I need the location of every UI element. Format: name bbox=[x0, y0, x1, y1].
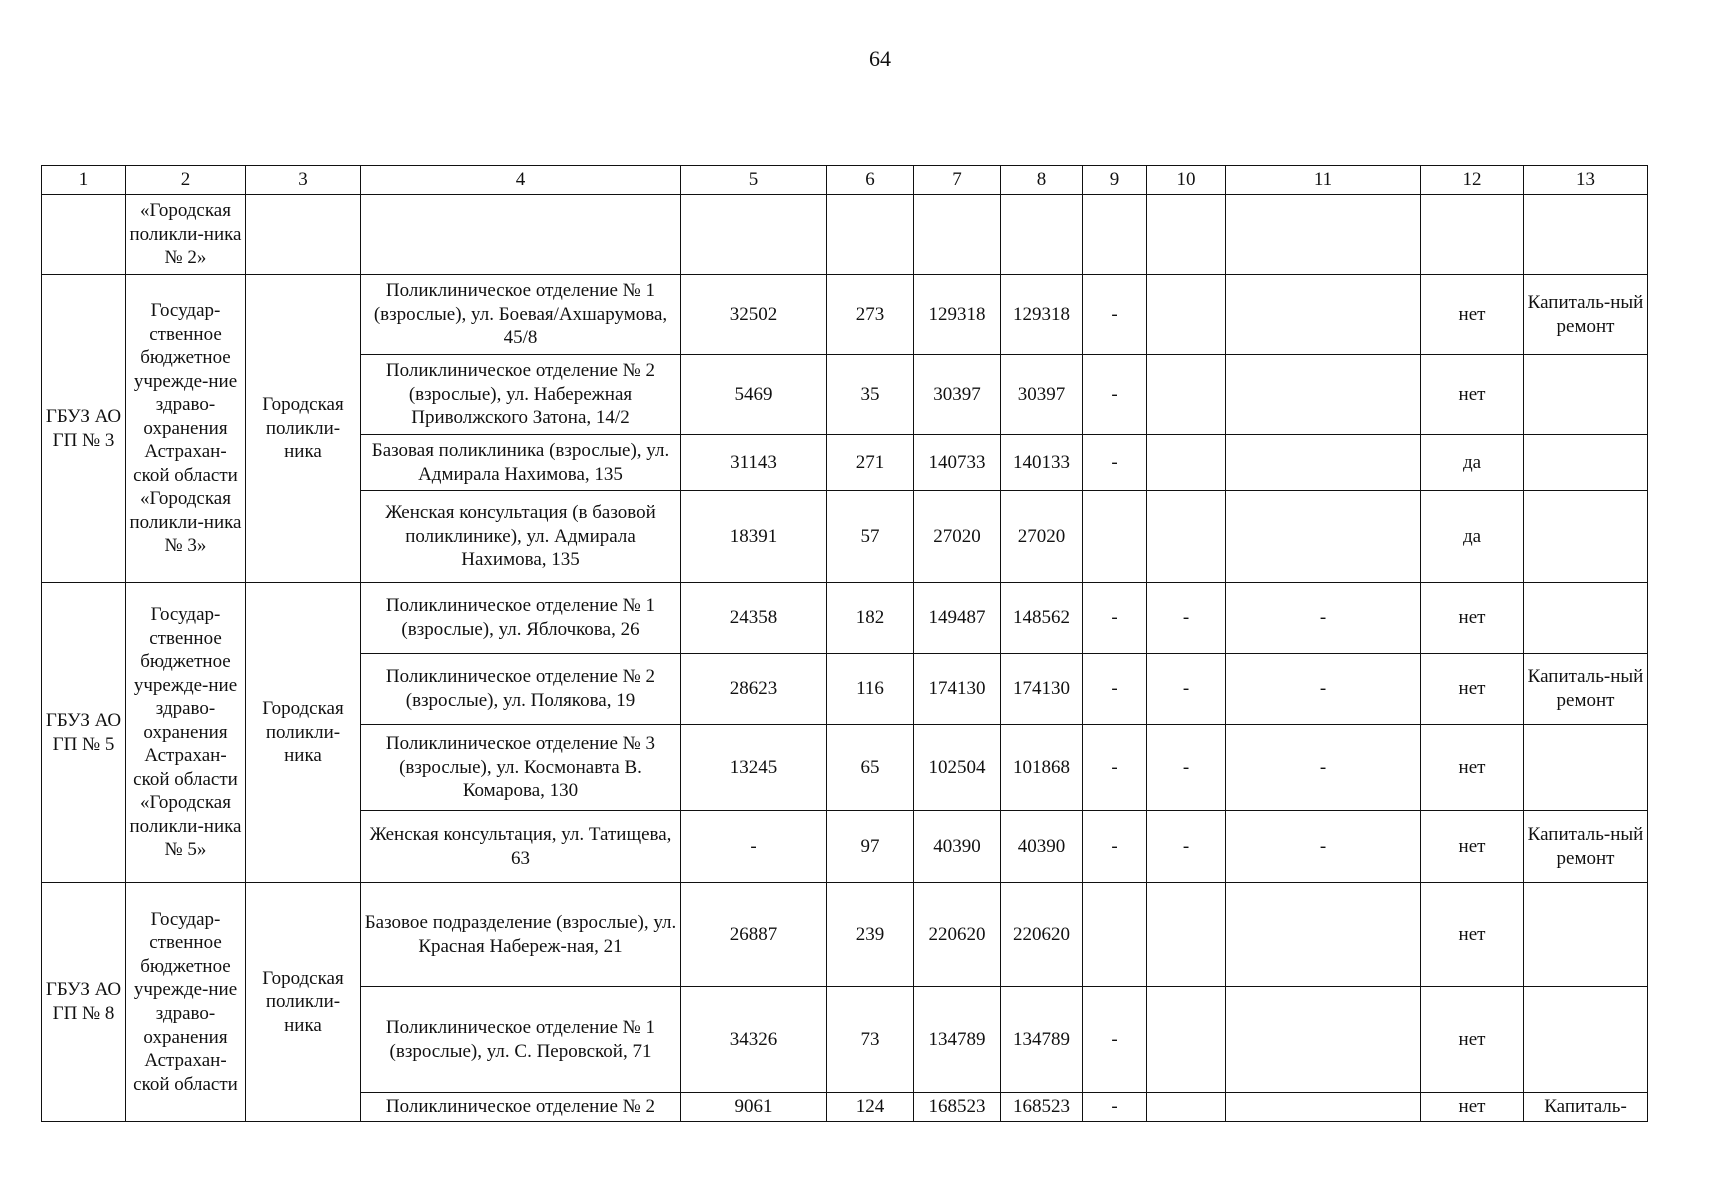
column-header: 9 bbox=[1083, 166, 1147, 195]
facility-name-cell: Государ-ственное бюджетное учрежде-ние здраво-охранения Астрахан-ской области «Городская поликли-ника № 3» bbox=[126, 275, 246, 583]
table-cell bbox=[1001, 195, 1083, 275]
table-cell bbox=[1226, 355, 1421, 435]
table-cell: 239 bbox=[827, 883, 914, 987]
table-cell bbox=[361, 195, 681, 275]
column-header: 5 bbox=[681, 166, 827, 195]
facility-type-cell: Городская поликли-ника bbox=[246, 275, 361, 583]
table-cell bbox=[246, 195, 361, 275]
header-row bbox=[42, 166, 1648, 195]
table-cell: - bbox=[1083, 355, 1147, 435]
table-cell: нет bbox=[1421, 811, 1524, 883]
table-cell: - bbox=[1147, 811, 1226, 883]
table-cell: нет bbox=[1421, 275, 1524, 355]
table-row bbox=[42, 883, 1648, 987]
table-row bbox=[42, 275, 1648, 355]
table-cell bbox=[1524, 725, 1648, 811]
table-cell bbox=[1083, 491, 1147, 583]
table-cell: 26887 bbox=[681, 883, 827, 987]
table-cell: 102504 bbox=[914, 725, 1001, 811]
address-cell: Поликлиническое отделение № 2 (взрослые), ул. Полякова, 19 bbox=[361, 654, 681, 725]
table-cell bbox=[1147, 883, 1226, 987]
table-cell: нет bbox=[1421, 654, 1524, 725]
table-cell bbox=[1524, 583, 1648, 654]
table-cell: 30397 bbox=[914, 355, 1001, 435]
facilities-table bbox=[41, 165, 1648, 1122]
table-cell: 148562 bbox=[1001, 583, 1083, 654]
table-cell: - bbox=[1083, 583, 1147, 654]
table-cell: нет bbox=[1421, 883, 1524, 987]
table-cell: 31143 bbox=[681, 435, 827, 491]
table-cell bbox=[1226, 435, 1421, 491]
table-cell: 116 bbox=[827, 654, 914, 725]
table-cell: - bbox=[1083, 275, 1147, 355]
address-cell: Поликлиническое отделение № 2 (взрослые), ул. Набережная Приволжского Затона, 14/2 bbox=[361, 355, 681, 435]
table-cell bbox=[1147, 275, 1226, 355]
table-cell: 168523 bbox=[914, 1093, 1001, 1122]
table-cell: - bbox=[1226, 725, 1421, 811]
table-cell: - bbox=[1083, 987, 1147, 1093]
table-cell: 13245 bbox=[681, 725, 827, 811]
table-cell bbox=[1083, 195, 1147, 275]
table-cell: 73 bbox=[827, 987, 914, 1093]
table-cell: 57 bbox=[827, 491, 914, 583]
address-cell: Базовое подразделение (взрослые), ул. Красная Набереж-ная, 21 bbox=[361, 883, 681, 987]
table-cell bbox=[1147, 435, 1226, 491]
column-header: 13 bbox=[1524, 166, 1648, 195]
table-cell bbox=[1524, 435, 1648, 491]
table-cell bbox=[1421, 195, 1524, 275]
column-header: 12 bbox=[1421, 166, 1524, 195]
table-cell bbox=[1524, 987, 1648, 1093]
address-cell: Поликлиническое отделение № 1 (взрослые), ул. С. Перовской, 71 bbox=[361, 987, 681, 1093]
table-cell: - bbox=[1147, 654, 1226, 725]
table-cell bbox=[1226, 275, 1421, 355]
table-cell: 24358 bbox=[681, 583, 827, 654]
table-cell: - bbox=[1147, 725, 1226, 811]
table-cell bbox=[42, 195, 126, 275]
table-cell bbox=[1524, 883, 1648, 987]
table-cell: 134789 bbox=[1001, 987, 1083, 1093]
table-cell: 18391 bbox=[681, 491, 827, 583]
column-header: 3 bbox=[246, 166, 361, 195]
facility-type-cell: Городская поликли-ника bbox=[246, 883, 361, 1122]
table-cell: 28623 bbox=[681, 654, 827, 725]
table-cell bbox=[1147, 987, 1226, 1093]
address-cell: Поликлиническое отделение № 3 (взрослые), ул. Космонавта В. Комарова, 130 bbox=[361, 725, 681, 811]
table-cell: 140733 bbox=[914, 435, 1001, 491]
table-cell: да bbox=[1421, 435, 1524, 491]
table-cell: 220620 bbox=[914, 883, 1001, 987]
table-cell bbox=[1226, 883, 1421, 987]
table-cell: 32502 bbox=[681, 275, 827, 355]
facility-name-cell: Государ-ственное бюджетное учрежде-ние здраво-охранения Астрахан-ской области «Городская поликли-ника № 5» bbox=[126, 583, 246, 883]
table-cell bbox=[1083, 883, 1147, 987]
table-cell: - bbox=[681, 811, 827, 883]
address-cell: Поликлиническое отделение № 2 bbox=[361, 1093, 681, 1122]
column-header: 6 bbox=[827, 166, 914, 195]
table-cell bbox=[1147, 491, 1226, 583]
table-cell: - bbox=[1083, 654, 1147, 725]
table-cell: 129318 bbox=[914, 275, 1001, 355]
table-cell bbox=[1226, 987, 1421, 1093]
table-cell: Капиталь-ный ремонт bbox=[1524, 811, 1648, 883]
table-cell bbox=[914, 195, 1001, 275]
facility-type-cell: Городская поликли-ника bbox=[246, 583, 361, 883]
facility-code-cell: ГБУЗ АО ГП № 3 bbox=[42, 275, 126, 583]
page-number: 64 bbox=[869, 46, 891, 71]
table-cell: 40390 bbox=[914, 811, 1001, 883]
table-cell bbox=[827, 195, 914, 275]
table-cell bbox=[1147, 355, 1226, 435]
facility-name-cell: Государ-ственное бюджетное учрежде-ние здраво-охранения Астрахан-ской области bbox=[126, 883, 246, 1122]
table-cell: 174130 bbox=[1001, 654, 1083, 725]
table-cell bbox=[1147, 195, 1226, 275]
table-cell: 271 bbox=[827, 435, 914, 491]
column-header: 1 bbox=[42, 166, 126, 195]
table-cell: нет bbox=[1421, 1093, 1524, 1122]
table-cell: 149487 bbox=[914, 583, 1001, 654]
table-cell: 97 bbox=[827, 811, 914, 883]
table-cell bbox=[1226, 491, 1421, 583]
table-row bbox=[42, 583, 1648, 654]
table-cell: - bbox=[1226, 654, 1421, 725]
address-cell: Женская консультация (в базовой поликлинике), ул. Адмирала Нахимова, 135 bbox=[361, 491, 681, 583]
table-cell: - bbox=[1226, 583, 1421, 654]
facility-code-cell: ГБУЗ АО ГП № 5 bbox=[42, 583, 126, 883]
table-cell: нет bbox=[1421, 725, 1524, 811]
table-cell: 27020 bbox=[914, 491, 1001, 583]
table-cell: 5469 bbox=[681, 355, 827, 435]
table-cell bbox=[1524, 355, 1648, 435]
table-cell: 30397 bbox=[1001, 355, 1083, 435]
table-cell: 220620 bbox=[1001, 883, 1083, 987]
table-cell: 35 bbox=[827, 355, 914, 435]
table-cell: 182 bbox=[827, 583, 914, 654]
table-cell: 40390 bbox=[1001, 811, 1083, 883]
table-cell bbox=[1524, 491, 1648, 583]
column-header: 8 bbox=[1001, 166, 1083, 195]
table-cell: 65 bbox=[827, 725, 914, 811]
table-cell bbox=[1226, 1093, 1421, 1122]
column-header: 7 bbox=[914, 166, 1001, 195]
table-cell: Капиталь- bbox=[1524, 1093, 1648, 1122]
table-cell: Капиталь-ный ремонт bbox=[1524, 275, 1648, 355]
column-header: 10 bbox=[1147, 166, 1226, 195]
table-cell: нет bbox=[1421, 987, 1524, 1093]
column-header: 11 bbox=[1226, 166, 1421, 195]
table-cell: нет bbox=[1421, 355, 1524, 435]
address-cell: Поликлиническое отделение № 1 (взрослые), ул. Яблочкова, 26 bbox=[361, 583, 681, 654]
column-header: 4 bbox=[361, 166, 681, 195]
table-cell: - bbox=[1083, 811, 1147, 883]
table-cell: - bbox=[1083, 725, 1147, 811]
table-cell bbox=[1524, 195, 1648, 275]
address-cell: Поликлиническое отделение № 1 (взрослые), ул. Боевая/Ахшарумова, 45/8 bbox=[361, 275, 681, 355]
table-cell: - bbox=[1226, 811, 1421, 883]
facility-name-cell: «Городская поликли-ника № 2» bbox=[126, 195, 246, 275]
table-cell: 168523 bbox=[1001, 1093, 1083, 1122]
table-cell: 174130 bbox=[914, 654, 1001, 725]
table-cell: 9061 bbox=[681, 1093, 827, 1122]
table-cell: - bbox=[1147, 583, 1226, 654]
table-cell: 34326 bbox=[681, 987, 827, 1093]
table-cell: 134789 bbox=[914, 987, 1001, 1093]
table-cell: - bbox=[1083, 1093, 1147, 1122]
column-header: 2 bbox=[126, 166, 246, 195]
table-cell: да bbox=[1421, 491, 1524, 583]
table-row bbox=[42, 195, 1648, 275]
table-cell: нет bbox=[1421, 583, 1524, 654]
table-cell: 124 bbox=[827, 1093, 914, 1122]
table-cell bbox=[1147, 1093, 1226, 1122]
table-cell: 140133 bbox=[1001, 435, 1083, 491]
address-cell: Женская консультация, ул. Татищева, 63 bbox=[361, 811, 681, 883]
table-cell: Капиталь-ный ремонт bbox=[1524, 654, 1648, 725]
table-cell: 27020 bbox=[1001, 491, 1083, 583]
address-cell: Базовая поликлиника (взрослые), ул. Адмирала Нахимова, 135 bbox=[361, 435, 681, 491]
table-cell: 129318 bbox=[1001, 275, 1083, 355]
table-cell bbox=[1226, 195, 1421, 275]
table-cell bbox=[681, 195, 827, 275]
table-cell: - bbox=[1083, 435, 1147, 491]
table-cell: 101868 bbox=[1001, 725, 1083, 811]
facility-code-cell: ГБУЗ АО ГП № 8 bbox=[42, 883, 126, 1122]
table-cell: 273 bbox=[827, 275, 914, 355]
